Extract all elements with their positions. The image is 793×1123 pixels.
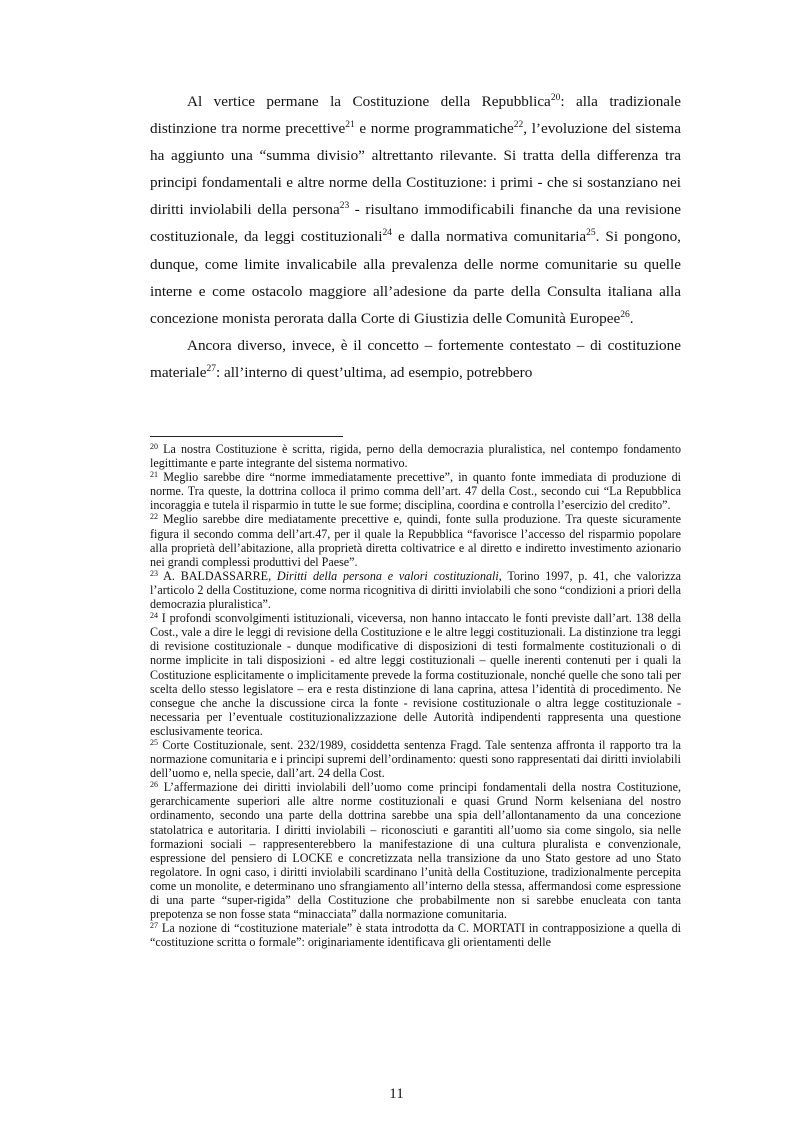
document-page	[150, 88, 681, 386]
footnote-number: 22	[150, 512, 158, 522]
footnote-reference: 22	[513, 120, 524, 131]
footnote-number: 20	[150, 442, 158, 451]
text-run: La nozione di “costituzione materiale” è stata introdotta da C. MORTATI in contrapposizione a quella di “costituzione scritta o formale”: originariamente identificava gli orientamenti delle	[150, 921, 681, 950]
footnote	[150, 738, 681, 780]
footnote-number: 21	[150, 470, 158, 480]
body-paragraph	[150, 332, 681, 386]
text-run: Meglio sarebbe dire mediatamente precettive e, quindi, fonte sulla produzione. Tra queste sicuramente figura il secondo comma dell’art.47, per il quale la Repubblica “favorisce l’accesso del risparmio popolare alla proprietà dell’abitazione, alla proprietà diretta coltivatrice e al diretto e indiretto investimento azionario nei grandi complessi produttivi del Paese”.	[150, 512, 681, 569]
text-run: - risultano immodificabili finanche da una revisione costituzionale, da leggi costituzionali	[150, 201, 682, 246]
footnote-number: 24	[150, 611, 158, 621]
footnote-reference: 20	[550, 93, 561, 103]
footnote	[150, 442, 681, 470]
italic-title: Diritti della persona e valori costituzionali,	[276, 568, 502, 583]
text-run: Al vertice permane la Costituzione della Repubblica	[187, 93, 551, 110]
footnote	[150, 470, 681, 512]
footnote-number: 23	[150, 568, 158, 578]
text-run: : all’interno di quest’ultima, ad esempio, potrebbero	[216, 363, 533, 381]
footnote	[150, 921, 681, 949]
footnote-reference: 24	[382, 228, 393, 239]
footnote-reference: 23	[339, 201, 350, 212]
text-run: Meglio sarebbe dire “norme immediatamente precettive”, in quanto fonte immediata di produzione di norme. Tra queste, la dottrina colloca il primo comma dell’art. 47 della Cost., secondo cui “La Repubblica incoraggia e tutela il risparmio in tutte le sue forme; disciplina, coordina e controlla l’esercizio del credito”.	[150, 470, 681, 513]
text-run: Torino 1997, p. 41, che valorizza l’articolo 2 della Costituzione, come norma ricognitiva di diritti inviolabili che sono “condizioni a priori della democrazia pluralistica”.	[150, 568, 681, 612]
footnote-reference: 25	[586, 228, 596, 239]
footnotes-section	[150, 442, 681, 949]
footnote-reference: 27	[206, 363, 216, 374]
footnote	[150, 569, 681, 611]
text-run: e dalla normativa comunitaria	[392, 228, 587, 246]
text-run: : alla tradizionale distinzione tra norme precettive	[150, 93, 682, 138]
text-run: L’affermazione dei diritti inviolabili dell’uomo come principi fondamentali della nostra Costituzione, gerarchicamente superiori alle altre norme costituzionali e quasi Grund Norm kelseniana del nostro ordinamento, secondo una parte della dottrina sarebbe una spia dell’allontanamento da una concezione statolatrica e autoritaria. I diritti inviolabili – riconosciuti e garantiti all’uomo sia come singolo, sia nelle formazioni sociali – rappresenterebbero la manifestazione di una cultura pluralista e convenzionale, espressione del pensiero di LOCKE e concretizzata nella transizione da uno Stato gestore ad uno Stato regolatore. In ogni caso, i diritti inviolabili scardinano l’unità della Costituzione, tradizionalmente percepita come un monolite, e determinano uno sfrangiamento all’interno della stessa, affermandosi come espressione di una parte “super-rigida” della Costituzione che probabilmente non si sarebbe enucleata con tanta prepotenza se non fosse stata “minacciata” dalla normazione comunitaria.	[150, 780, 681, 922]
footnote-number: 27	[150, 921, 158, 931]
text-run: . Si pongono, dunque, come limite invalicabile alla prevalenza delle norme comunitarie su quelle interne e come ostacolo maggiore all’adesione da parte della Consulta italiana alla concezione monista perorata dalla Corte di Giustizia delle Comunità Europee	[150, 228, 681, 327]
page-number: 11	[389, 1086, 404, 1102]
footnote	[150, 512, 681, 568]
text-run: , l’evoluzione del sistema ha aggiunto una “summa divisio” altrettanto rilevante. Si tratta della differenza tra principi fondamentali e altre norme della Costituzione: i primi - che si sostanziano nei diritti inviolabili della persona	[150, 120, 681, 219]
text-run: Ancora diverso, invece, è il concetto – fortemente contestato – di costituzione materiale	[150, 336, 681, 381]
footnote-number: 25	[150, 737, 158, 747]
footnote-separator	[150, 436, 343, 437]
text-run: La nostra Costituzione è scritta, rigida, perno della democrazia pluralistica, nel contempo fondamento legittimante e parte integrante del sistema normativo.	[150, 442, 681, 471]
text-run: I profondi sconvolgimenti istituzionali, viceversa, non hanno intaccato le fonti previste dall’art. 138 della Cost., vale a dire le leggi di revisione della Costituzione e le altre leggi costituzionali. La distinzione tra leggi di revisione costituzionale - dunque modificative di disposizioni di testi formalmente costituzionali o di norme implicite in tali disposizioni - ed altre leggi costituzionali – quelle inerenti contenuti per i quali la Costituzione esplicitamente o implicitamente prevede la forma costituzionale, nonché quelle che sono tali per scelta dello stesso legislatore – era e resta distinzione di lana caprina, attesa l’identità di procedimento. Ne consegue che anche la discussione circa la fonte - revisione costituzionale o altra legge costituzionale - necessaria per l’eventuale costituzionalizzazione delle Autorità indipendenti rappresenta una questione esclusivamente teorica.	[150, 611, 681, 738]
text-run: e norme programmatiche	[354, 120, 514, 138]
footnote-reference: 21	[345, 120, 355, 131]
footnote	[150, 780, 681, 921]
footnote-number: 26	[150, 780, 158, 790]
text-run: Corte Costituzionale, sent. 232/1989, cosiddetta sentenza Fragd. Tale sentenza affronta il rapporto tra la normazione comunitaria e i principi supremi dell’ordinamento: questi sono rappresentati dai diritti inviolabili dell’uomo e, nella specie, dall’art. 24 della Cost.	[150, 737, 681, 781]
text-run: A. BALDASSARRE,	[158, 568, 277, 583]
footnote-reference: 26	[620, 309, 630, 320]
main-text	[150, 88, 681, 386]
body-paragraph	[150, 88, 681, 332]
footnote	[150, 611, 681, 738]
text-run: .	[629, 309, 634, 327]
